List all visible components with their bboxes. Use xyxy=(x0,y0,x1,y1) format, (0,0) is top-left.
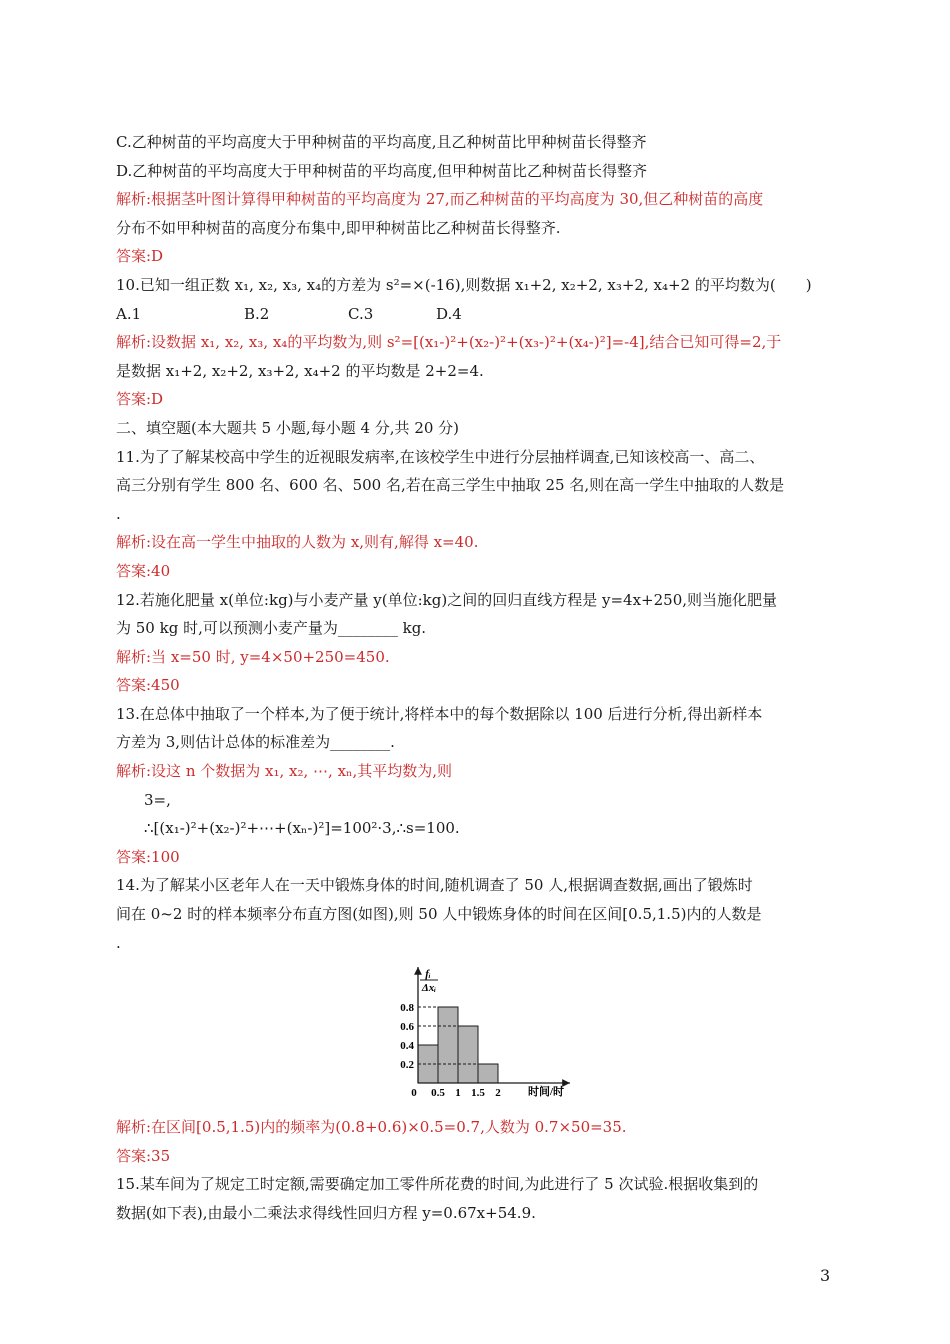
question-15-line2: 数据(如下表),由最小二乘法求得线性回归方程 y=0.67x+54.9. xyxy=(116,1204,536,1222)
analysis-q9-line1: 解析:根据茎叶图计算得甲种树苗的平均高度为 27,而乙种树苗的平均高度为 30,但乙种树苗的高度 xyxy=(116,190,764,209)
question-11-line2: 高三分别有学生 800 名、600 名、500 名,若在高三学生中抽取 25 名,则在高一学生中抽取的人数是 xyxy=(116,476,785,495)
page-number: 3 xyxy=(820,1266,831,1285)
analysis-q9-line2: 分布不如甲种树苗的高度分布集中,即甲种树苗比乙种树苗长得整齐. xyxy=(116,218,561,237)
x-tick-label: 0.5 xyxy=(431,1087,445,1100)
histogram-bar xyxy=(478,1064,498,1083)
analysis-q11: 解析:设在高一学生中抽取的人数为 x,则有,解得 x=40. xyxy=(116,533,479,552)
answer-q11: 答案:40 xyxy=(116,561,171,580)
x-tick-label: 0 xyxy=(411,1087,417,1100)
y-tick-label: 0.8 xyxy=(400,1002,414,1015)
question-13-line2: 方差为 3,则估计总体的标准差为________. xyxy=(116,733,395,752)
option-b: B.2 xyxy=(244,304,270,323)
answer-q9: 答案:D xyxy=(116,247,164,266)
histogram-bar xyxy=(438,1007,458,1083)
question-15-line1: 15.某车间为了规定工时定额,需要确定加工零件所花费的时间,为此进行了 5 次试验.根据收集到的 xyxy=(116,1175,759,1194)
frequency-histogram xyxy=(380,963,580,1109)
option-d: D.乙种树苗的平均高度大于甲种树苗的平均高度,但甲种树苗比乙种树苗长得整齐 xyxy=(116,161,648,180)
question-10-options xyxy=(116,300,836,329)
x-tick-label: 1 xyxy=(455,1087,461,1100)
analysis-q13-line3: ∴[(x₁-)²+(x₂-)²+⋯+(xₙ-)²]=100²·3,∴s=100. xyxy=(144,819,460,838)
analysis-q14: 解析:在区间[0.5,1.5)内的频率为(0.8+0.6)×0.5=0.7,人数为 0.7×50=35. xyxy=(116,1118,627,1137)
analysis-q10-line1: 解析:设数据 x₁, x₂, x₃, x₄的平均数为,则 s²=[(x₁-)²+(x₂-)²+(x₃-)²+(x₄-)²]=-4],结合已知可得=2,于 xyxy=(116,333,782,352)
analysis-q13-line2: 3=, xyxy=(144,790,171,809)
analysis-q13-line1: 解析:设这 n 个数据为 x₁, x₂, ⋯, xₙ,其平均数为,则 xyxy=(116,762,453,781)
answer-q13: 答案:100 xyxy=(116,847,180,866)
option-a: A.1 xyxy=(116,304,142,323)
histogram-bar xyxy=(458,1026,478,1083)
y-tick-label: 0.2 xyxy=(400,1059,414,1072)
option-d-q10: D.4 xyxy=(436,304,462,323)
y-label-numerator: fᵢ xyxy=(425,968,431,981)
y-label-denominator: Δxᵢ xyxy=(421,982,437,995)
question-10: 10.已知一组正数 x₁, x₂, x₃, x₄的方差为 s²=×(-16),则数据 x₁+2, x₂+2, x₃+2, x₄+2 的平均数为( ) xyxy=(116,275,812,294)
question-14-line1: 14.为了解某小区老年人在一天中锻炼身体的时间,随机调查了 50 人,根据调查数据,画出了锻炼时 xyxy=(116,876,753,895)
y-tick-labels xyxy=(400,1002,414,1071)
answer-q14: 答案:35 xyxy=(116,1146,171,1165)
answer-q10: 答案:D xyxy=(116,390,164,409)
option-c: C.乙种树苗的平均高度大于甲种树苗的平均高度,且乙种树苗比甲种树苗长得整齐 xyxy=(116,133,647,151)
question-11-line3: . xyxy=(116,504,121,523)
question-13-line1: 13.在总体中抽取了一个样本,为了便于统计,将样本中的每个数据除以 100 后进行分析,得出新样本 xyxy=(116,704,763,723)
question-12-line1: 12.若施化肥量 x(单位:kg)与小麦产量 y(单位:kg)之间的回归直线方程是 y=4x+250,则当施化肥量 xyxy=(116,590,778,609)
y-tick-label: 0.4 xyxy=(400,1040,414,1053)
histogram-bars xyxy=(418,1007,498,1083)
x-tick-label: 2 xyxy=(495,1087,501,1100)
x-tick-labels xyxy=(411,1087,501,1099)
question-12-line2: 为 50 kg 时,可以预测小麦产量为________ kg. xyxy=(116,619,427,638)
y-tick-label: 0.6 xyxy=(400,1021,414,1034)
x-tick-label: 1.5 xyxy=(471,1087,485,1100)
analysis-q10-line2: 是数据 x₁+2, x₂+2, x₃+2, x₄+2 的平均数是 2+2=4. xyxy=(116,361,484,380)
histogram-figure xyxy=(116,963,836,1109)
page-content xyxy=(116,128,836,1228)
question-14-line3: . xyxy=(116,933,121,952)
option-c-q10: C.3 xyxy=(348,304,374,323)
question-14-line2: 间在 0~2 时的样本频率分布直方图(如图),则 50 人中锻炼身体的时间在区间[0.5,1.5)内的人数是 xyxy=(116,905,762,924)
section-heading: 二、填空题(本大题共 5 小题,每小题 4 分,共 20 分) xyxy=(116,418,460,437)
analysis-q12: 解析:当 x=50 时, y=4×50+250=450. xyxy=(116,647,390,666)
answer-q12: 答案:450 xyxy=(116,676,180,695)
question-11-line1: 11.为了了解某校高中学生的近视眼发病率,在该校学生中进行分层抽样调查,已知该校高一、高二、 xyxy=(116,447,765,466)
x-axis-label: 时间/时 xyxy=(528,1086,565,1099)
